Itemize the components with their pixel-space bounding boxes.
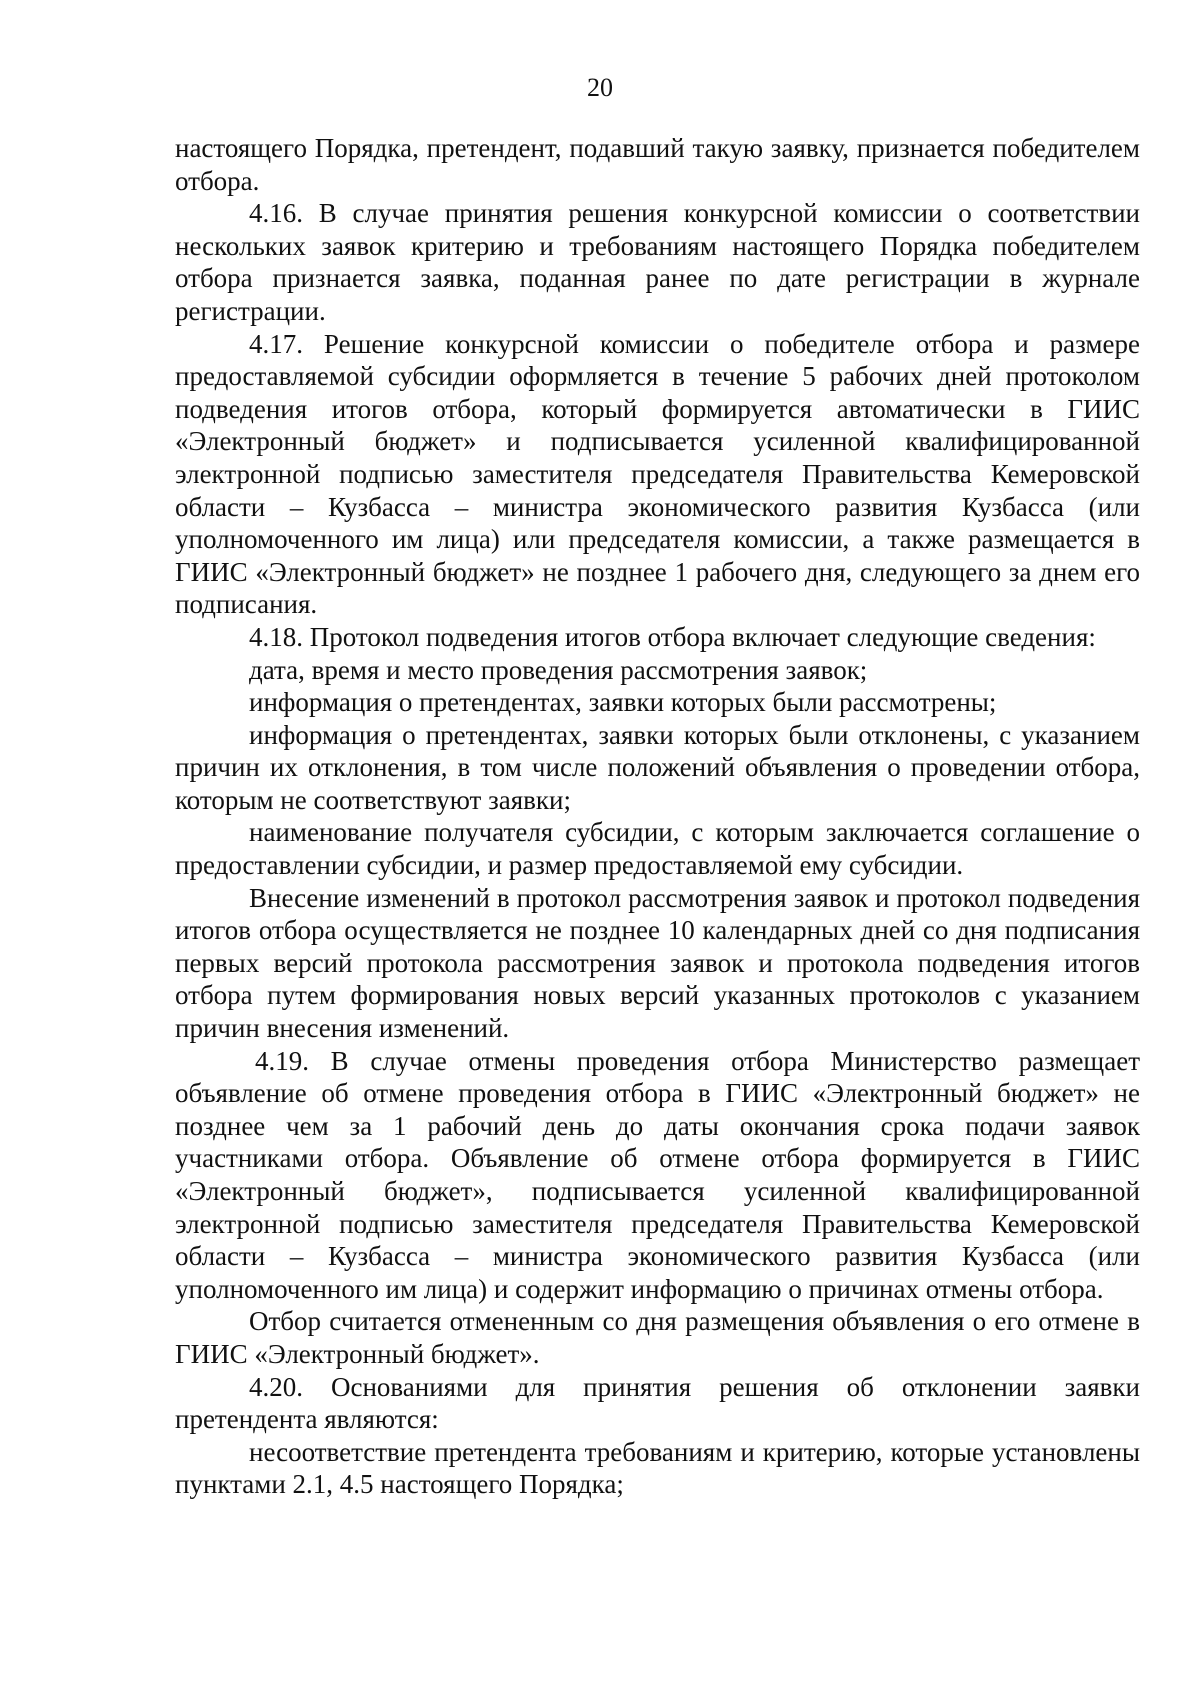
paragraph-protocol-changes: Внесение изменений в протокол рассмотрения заявок и протокол подведения итогов отбора осуществляется не позднее 10 календарных дней со дня подписания первых версий протокола рассмотрения заявок и протокола подведения итогов отбора путем формирования новых версий указанных протоколов с указанием причин внесения изменений. [175, 882, 1140, 1044]
paragraph-cancellation: Отбор считается отмененным со дня размещения объявления о его отмене в ГИИС «Электронный бюджет». [175, 1306, 1140, 1369]
list-item-reviewed-applicants: информация о претендентах, заявки которых были рассмотрены; [249, 687, 997, 718]
list-item-date-time-place: дата, время и место проведения рассмотрения заявок; [249, 654, 868, 685]
paragraph-4-19: 4.19. В случае отмены проведения отбора Министерство размещает объявление об отмене проведения отбора в ГИИС «Электронный бюджет» не позднее чем за 1 рабочий день до даты окончания срока подачи заявок участниками отбора. Объявление об отмене отбора формируется в ГИИС «Электронный бюджет», подписывается усиленной квалифицированной электронной подписью заместителя председателя Правительства Кемеровской области – Кузбасса – министра экономического развития Кузбасса (или уполномоченного им лица) и содержит информацию о причинах отмены отбора. [175, 1045, 1140, 1304]
paragraph-4-17: 4.17. Решение конкурсной комиссии о победителе отбора и размере предоставляемой субсидии оформляется в течение 5 рабочих дней протоколом подведения итогов отбора, который формируется автоматически в ГИИС «Электронный бюджет» и подписывается усиленной квалифицированной электронной подписью заместителя председателя Правительства Кемеровской области – Кузбасса – министра экономического развития Кузбасса (или уполномоченного им лица) или председателя комиссии, а также размещается в ГИИС «Электронный бюджет» не позднее 1 рабочего дня, следующего за днем его подписания. [175, 328, 1140, 620]
paragraph-4-18: 4.18. Протокол подведения итогов отбора включает следующие сведения: [249, 621, 1096, 652]
paragraph-4-20: 4.20. Основаниями для принятия решения об отклонении заявки претендента являются: [175, 1371, 1140, 1435]
list-item-noncompliance: несоответствие претендента требованиям и критерию, которые установлены пунктами 2.1, 4.5 настоящего Порядка; [175, 1436, 1140, 1500]
paragraph-4-16: 4.16. В случае принятия решения конкурсной комиссии о соответствии нескольких заявок критерию и требованиям настоящего Порядка победителем отбора признается заявка, поданная ранее по дате регистрации в журнале регистрации. [175, 198, 1140, 326]
paragraph-continuation: настоящего Порядка, претендент, подавший такую заявку, признается победителем отбора. [175, 133, 1140, 196]
list-item-rejected-applicants: информация о претендентах, заявки которых были отклонены, с указанием причин их отклонения, в том числе положений объявления о проведении отбора, которым не соответствуют заявки; [175, 719, 1140, 815]
page-number: 20 [587, 73, 613, 102]
document-body [175, 132, 1140, 1501]
list-item-subsidy-recipient: наименование получателя субсидии, с которым заключается соглашение о предоставлении субсидии, и размер предоставляемой ему субсидии. [175, 817, 1140, 881]
